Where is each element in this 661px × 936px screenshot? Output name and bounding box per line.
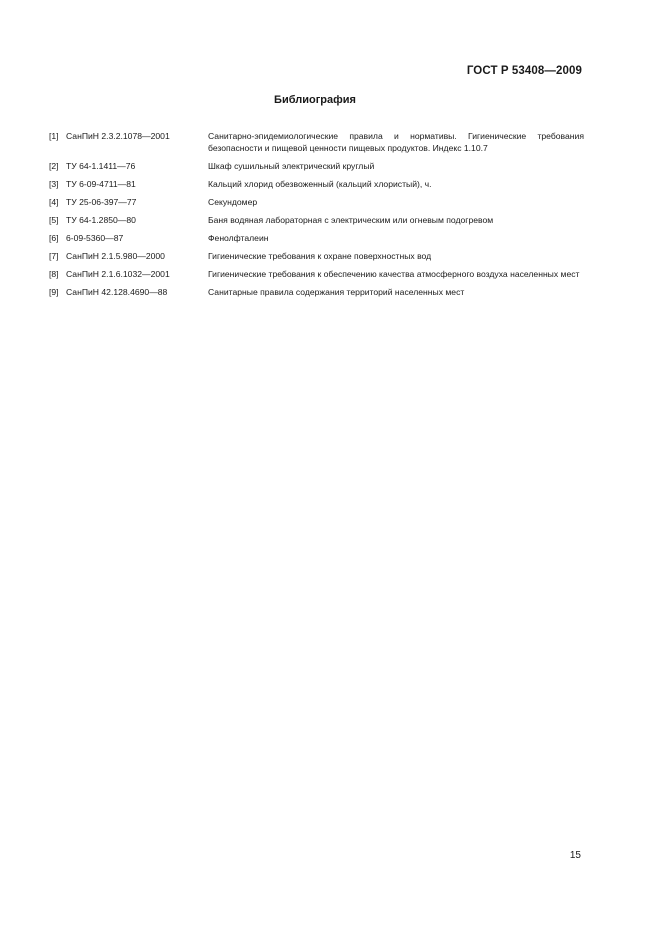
entry-code: СанПиН 2.3.2.1078—2001 [66, 131, 170, 141]
entry-number: [2] [49, 161, 59, 171]
document-code: ГОСТ Р 53408—2009 [466, 65, 582, 77]
entry-number: [3] [49, 179, 59, 189]
bibliography-entry [49, 160, 584, 172]
entry-code: 6-09-5360—87 [66, 233, 124, 243]
entry-code: СанПиН 42.128.4690—88 [66, 287, 168, 297]
entry-number: [7] [49, 251, 59, 261]
bibliography-entry [49, 232, 584, 244]
entry-code: ТУ 25-06-397—77 [66, 197, 137, 207]
entry-code: СанПиН 2.1.6.1032—2001 [66, 269, 170, 279]
bibliography-entry [49, 178, 584, 190]
entry-number: [9] [49, 287, 59, 297]
entry-number: [8] [49, 269, 59, 279]
bibliography-entry [49, 214, 584, 226]
bibliography-entry [49, 130, 584, 154]
entry-description: Санитарно-эпидемиологические правила и нормативы. Гигиенические требования безопасности и пищевой ценности пищевых продуктов. Индекс 1.10.7 [208, 131, 584, 153]
page-number: 15 [569, 850, 581, 861]
entry-code: ТУ 64-1.1411—76 [66, 161, 136, 171]
entry-number: [5] [49, 215, 59, 225]
entry-code: ТУ 64-1.2850—80 [66, 215, 136, 225]
entry-description: Гигиенические требования к охране поверхностных вод [208, 251, 432, 261]
entry-number: [1] [49, 131, 59, 141]
entry-description: Секундомер [208, 197, 258, 207]
entry-description: Шкаф сушильный электрический круглый [208, 161, 375, 171]
entry-code: ТУ 6-09-4711—81 [66, 179, 136, 189]
bibliography-title: Библиография [274, 94, 356, 106]
entry-description: Санитарные правила содержания территорий населенных мест [208, 287, 465, 297]
bibliography-entry [49, 286, 584, 298]
entry-number: [4] [49, 197, 59, 207]
bibliography-entry [49, 196, 584, 208]
entry-description: Кальций хлорид обезвоженный (кальций хлористый), ч. [208, 179, 432, 189]
entry-number: [6] [49, 233, 59, 243]
entry-code: СанПиН 2.1.5.980—2000 [66, 251, 165, 261]
bibliography-list [49, 130, 584, 304]
entry-description: Баня водяная лабораторная с электрическим или огневым подогревом [208, 215, 494, 225]
entry-description: Фенолфталеин [208, 233, 269, 243]
bibliography-entry [49, 268, 584, 280]
bibliography-entry [49, 250, 584, 262]
entry-description: Гигиенические требования к обеспечению качества атмосферного воздуха населенных мест [208, 269, 580, 279]
